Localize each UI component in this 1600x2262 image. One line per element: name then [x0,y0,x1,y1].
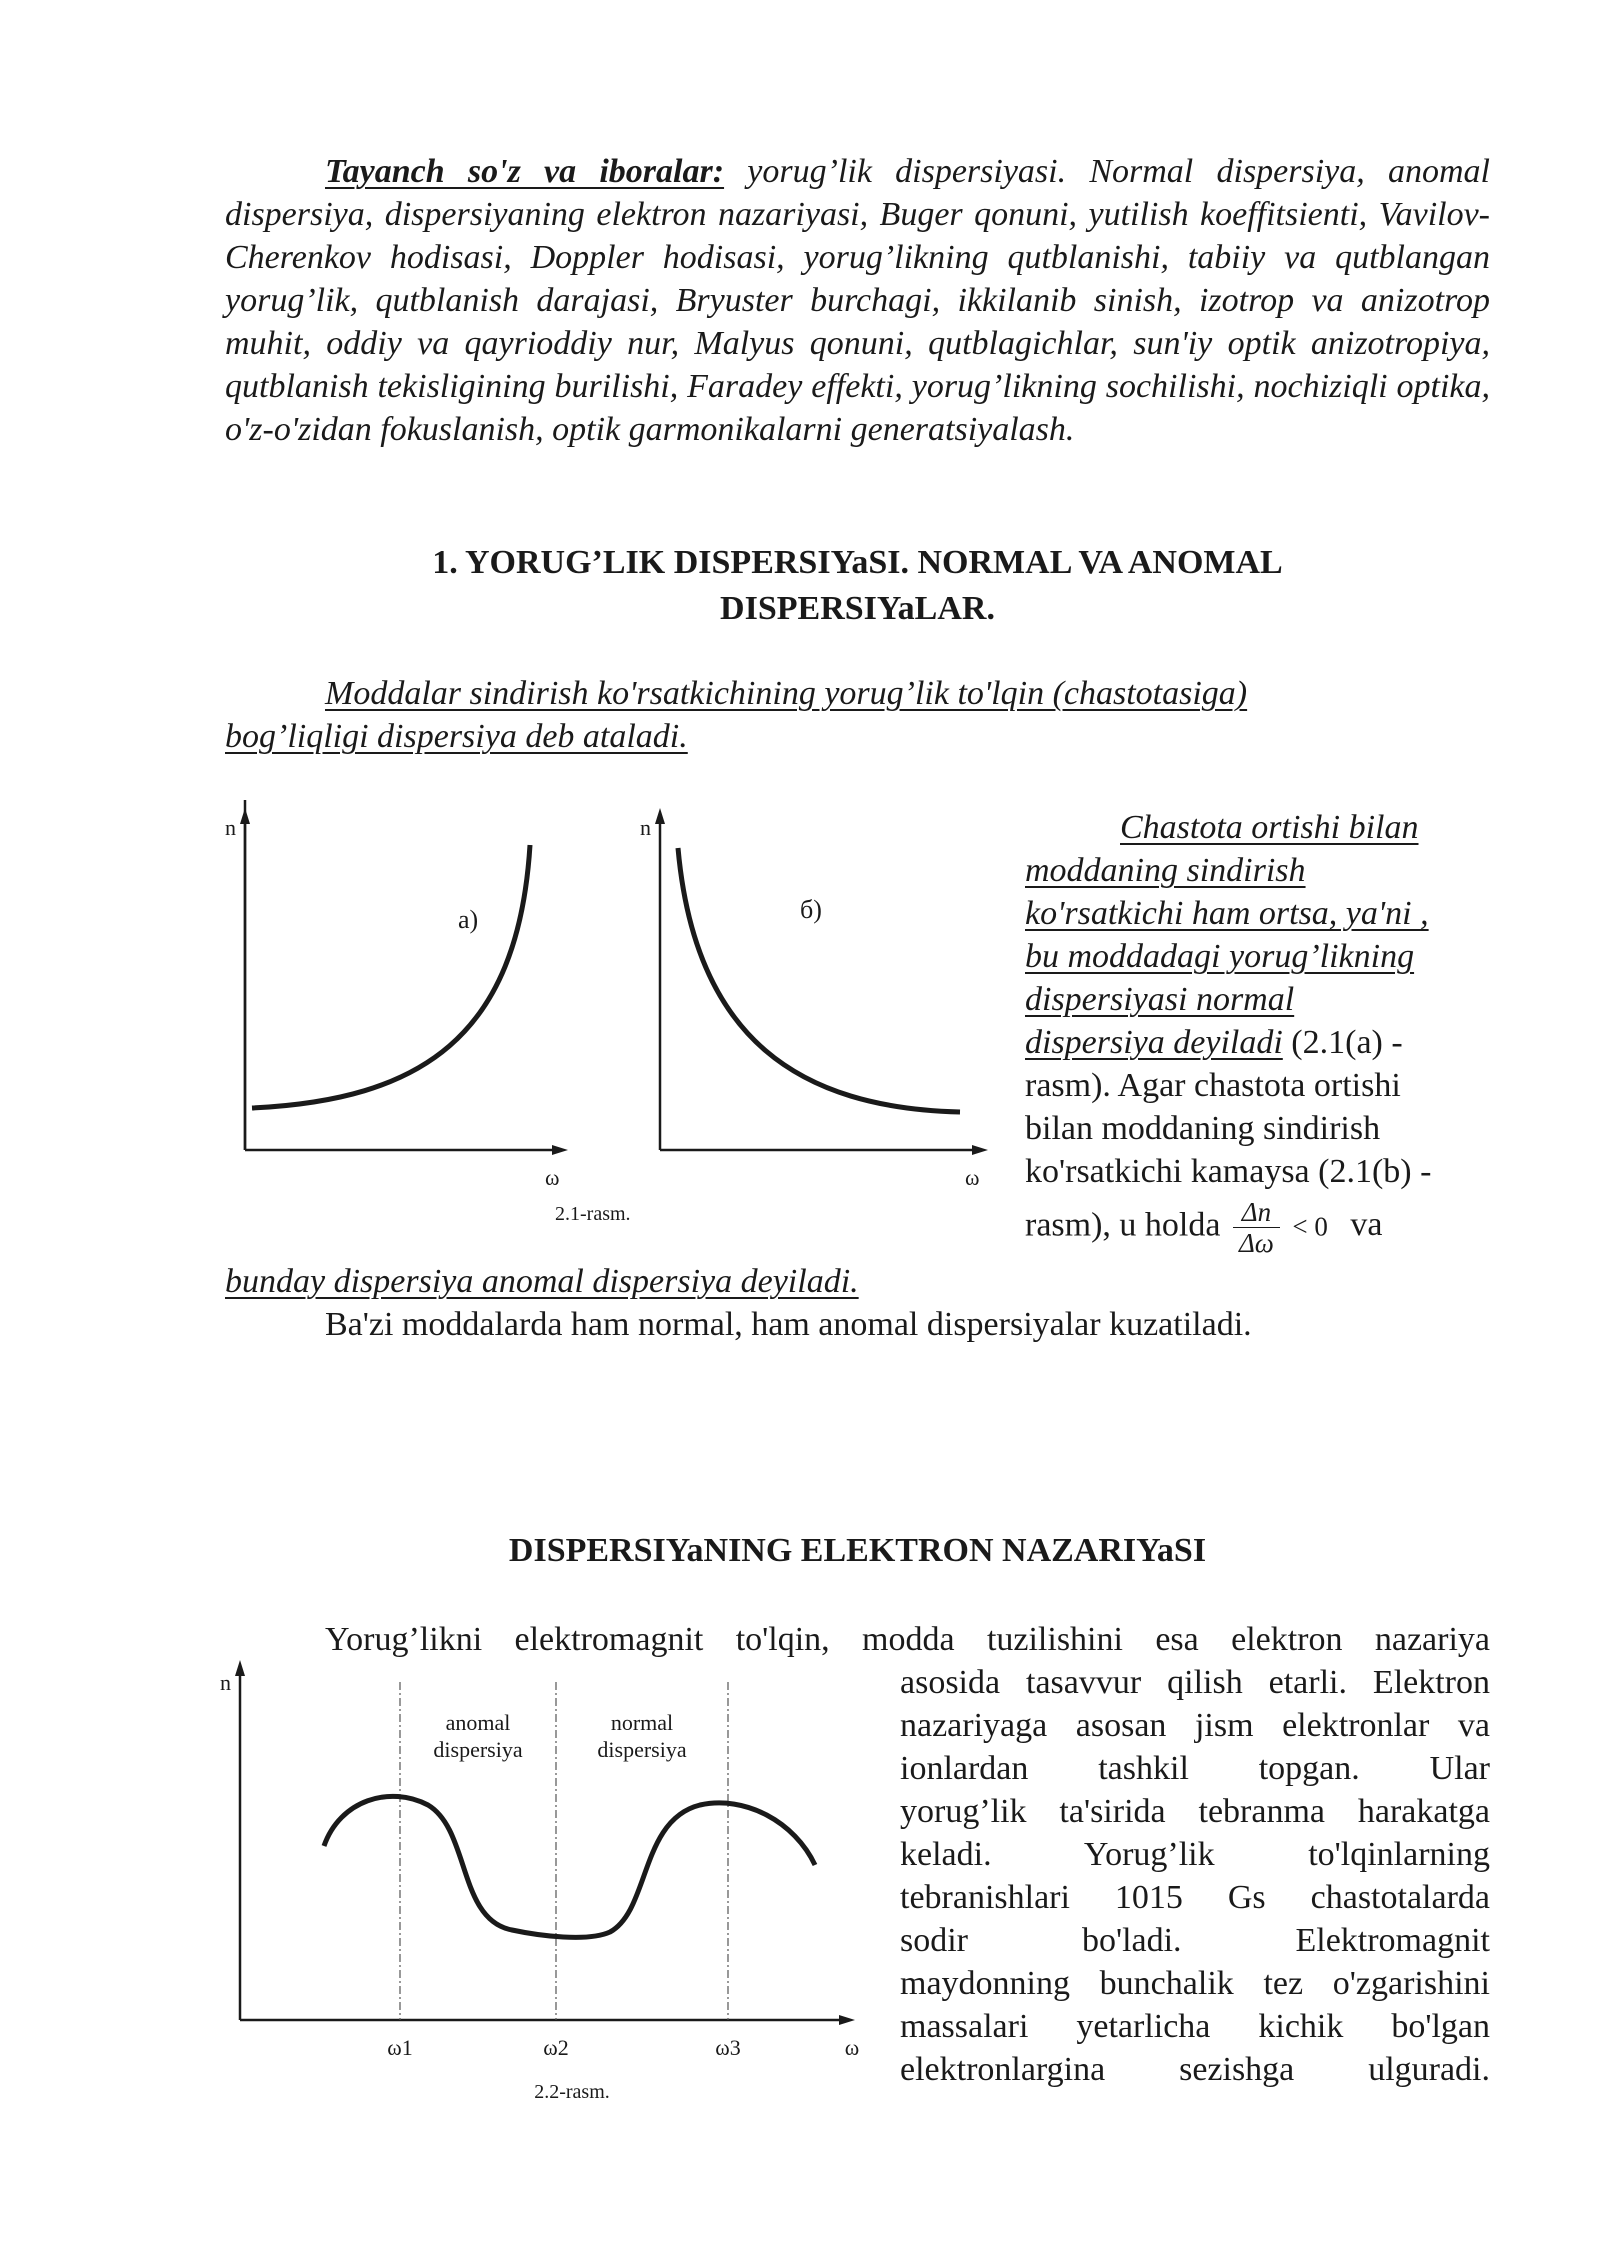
figure-2-2 [200,1650,880,2100]
side-line-6-rest: (2.1(a) - [1282,1024,1403,1061]
side-line-6-ul: dispersiya deyiladi [1025,1024,1283,1061]
formula-fraction [1233,1197,1280,1258]
formula-denominator: Δω [1238,1228,1274,1258]
side-line-2: moddaning sindirish [1025,852,1306,889]
s2-line-4: yorug’lik ta'sirida tebranma harakatga [900,1793,1490,1830]
panel-a-x-arrow [552,1145,568,1155]
panel-a-y-arrow [240,808,250,824]
definition-line2: bog’liqligi dispersiya deb ataladi. [225,718,688,755]
side-text-1 [1025,806,1490,1258]
panel-a-x-label: ω [545,1165,560,1190]
section1-title-line1: 1. YORUG’LIK DISPERSIYaSI. NORMAL VA ANOMAL [432,544,1283,581]
s2-line-7: sodir bo'ladi. Elektromagnit [900,1922,1490,1959]
fig2-region-right-line2: dispersiya [597,1737,687,1762]
s2-line-2: nazariyaga asosan jism elektronlar va [900,1707,1490,1744]
side-line-9: ko'rsatkichi kamaysa (2.1(b) - [1025,1153,1432,1190]
definition-line1: Moddalar sindirish ko'rsatkichining yorug’lik to'lqin (chastotasiga) [325,675,1248,712]
s2-line-3: ionlardan tashkil topgan. Ular [900,1750,1490,1787]
panel-b-x-arrow [972,1145,988,1155]
keywords-label: Tayanch so'z va iboralar: [325,153,725,190]
panel-b-anomal-curve [678,848,960,1112]
fig2-x-label: ω [844,2035,860,2060]
anomal-paragraph [225,1260,1490,1346]
side-line-8: bilan moddaning sindirish [1025,1110,1381,1147]
panel-a-normal-curve [252,845,530,1108]
figure-2-1 [200,800,1020,1250]
panel-b-y-arrow [655,808,665,824]
fig2-tick-omega1: ω1 [387,2035,413,2060]
s2-line-9: massalari yetarlicha kichik bo'lgan [900,2008,1490,2045]
fig2-region-left-line2: dispersiya [433,1737,523,1762]
dispersion-definition [225,672,1490,758]
section1-title-line2: DISPERSIYaLAR. [720,590,995,627]
fig2-y-label: n [220,1670,231,1695]
side-line-4: bu moddadagi yorug’likning [1025,938,1415,975]
section1-title [225,540,1490,632]
side-line-5: dispersiyasi normal [1025,981,1295,1018]
section2-title: DISPERSIYaNING ELEKTRON NAZARIYaSI [508,1532,1207,1569]
fig2-x-arrow [839,2015,855,2025]
side-line-1: Chastota ortishi bilan [1120,809,1419,846]
panel-b-x-label: ω [965,1165,980,1190]
formula-prefix: rasm), u holda [1025,1206,1221,1244]
formula-suffix: va [1350,1206,1383,1244]
side-line-formula [1025,1197,1490,1258]
fig2-tick-omega2: ω2 [543,2035,569,2060]
panel-a-label: а) [458,905,479,934]
side-line-6 [1025,1021,1490,1064]
panel-a-y-label: n [225,815,236,840]
keywords-paragraph [225,150,1490,451]
fig2-y-arrow [235,1660,245,1676]
keywords-text: yorug’lik dispersiyasi. Normal dispersiya, anomal dispersiya, dispersiyaning elektron nazariyasi, Buger qonuni, yutilish koeffitsienti, Vavilov-Cherenkov hodisasi, Doppler hodisasi, yorug’likning qutblanishi, tabiiy va qutblangan yorug’lik, qutblanish darajasi, Bryuster burchagi, ikkilanib sinish, izotrop va anizotrop muhit, oddiy va qayrioddiy nur, Malyus qonuni, qutblagichlar, sun'iy optik anizotropiya, qutblanish tekisligining burilishi, Faradey effekti, yorug’likning sochilishi, nochiziqli optika, o'z-o'zidan fokuslanish, optik garmonikalarni generatsiyalash. [225,153,1491,448]
s2-line-5: keladi. Yorug’lik to'lqinlarning [900,1836,1490,1873]
s2-line-1: asosida tasavvur qilish etarli. Elektron [900,1664,1490,1701]
fig2-tick-omega3: ω3 [715,2035,741,2060]
section2-first-line-text: Yorug’likni elektromagnit to'lqin, modda tuzilishini esa elektron nazariya [325,1621,1490,1658]
s2-line-6: tebranishlari 1015 Gs chastotalarda [900,1879,1490,1916]
s2-line-8: maydonning bunchalik tez o'zgarishini [900,1965,1490,2002]
section2-side-text [900,1661,1490,2091]
panel-b-label: б) [800,895,822,924]
anomal-definition: bunday dispersiya anomal dispersiya deyiladi. [225,1263,859,1300]
figure-2-2-caption: 2.2-rasm. [534,2081,610,2100]
fig2-dispersion-curve [324,1796,815,1937]
formula-numerator: Δn [1233,1197,1280,1228]
both-sentence: Ba'zi moddalarda ham normal, ham anomal dispersiyalar kuzatiladi. [325,1306,1252,1343]
panel-b-y-label: n [640,815,651,840]
fig2-region-right-line1: normal [610,1710,674,1735]
side-line-3: ko'rsatkichi ham ortsa, ya'ni , [1025,895,1429,932]
side-line-7: rasm). Agar chastota ortishi [1025,1067,1401,1104]
formula-inequality: < 0 [1292,1211,1328,1242]
fig2-region-left-line1: anomal [445,1710,511,1735]
figure-2-1-caption: 2.1-rasm. [555,1203,631,1225]
s2-line-10: elektronlargina sezishga ulguradi. [900,2051,1490,2088]
